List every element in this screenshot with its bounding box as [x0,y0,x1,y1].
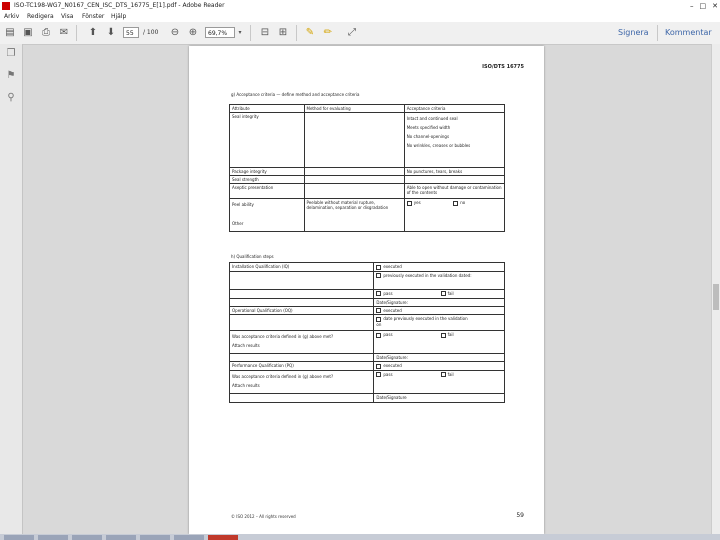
window-title: ISO-TC198-WG7_N0167_CEN_ISC_DTS_16775_E[1].pdf - Adobe Reader [14,2,225,9]
table-header: Attribute [230,105,305,113]
toolbar-separator [296,25,297,41]
taskbar-button[interactable] [38,535,68,540]
taskbar [0,534,720,540]
page-thumbnails-icon[interactable]: ❐ [6,48,16,59]
menu-bar [0,12,720,22]
open-icon[interactable]: ▤ [5,27,15,38]
sticky-note-icon[interactable]: ✎ [305,27,315,38]
toolbar-separator [76,25,77,41]
section-g-title: g) Acceptance criteria — define method and acceptance criteria [231,92,360,97]
fit-width-icon[interactable]: ⊞ [278,27,288,38]
peelability-method: Peelable without material rupture, delamination, separation or disgradation [304,199,404,232]
window-controls [690,1,718,11]
expand-icon[interactable]: ⤢ [348,27,356,38]
no-checkbox[interactable] [453,201,458,206]
taskbar-button[interactable] [72,535,102,540]
menu-hjalp[interactable]: Hjälp [111,13,127,20]
section-h-title: h) Qualification steps [231,254,274,259]
pq-fail-checkbox[interactable] [441,372,446,377]
pdf-page [189,46,544,534]
scrollbar-thumb[interactable] [713,284,719,310]
previous-page-icon[interactable]: ⬆ [88,27,98,38]
oq-pass-checkbox[interactable] [376,333,381,338]
peelability-criteria: yes no [404,199,504,232]
taskbar-button[interactable] [106,535,136,540]
next-page-icon[interactable]: ⬇ [106,27,116,38]
criterion: Meets specified width [406,125,451,130]
pq-date-signature: Date/Signature [374,393,505,402]
table-header: Method for evaluating [304,105,404,113]
page-number: 59 [516,512,524,519]
aseptic-presentation-label: Aseptic presentation [230,184,305,199]
menu-fonster[interactable]: Fönster [82,13,105,20]
acceptance-criteria-table [229,104,505,232]
close-button[interactable]: ✕ [712,2,718,10]
package-integrity-label: Package integrity [230,168,305,176]
toolbar-separator [657,25,658,41]
toolbar-separator [250,25,251,41]
document-header: ISO/DTS 16775 [482,64,524,70]
attachments-paperclip-icon[interactable]: ⚲ [7,92,15,103]
iq-fail-checkbox[interactable] [441,291,446,296]
taskbar-button-adobe-reader[interactable] [208,535,238,540]
oq-date-signature: Date/Signature: [374,354,505,362]
menu-visa[interactable]: Visa [61,13,74,20]
navigation-sidebar [0,44,23,534]
page-number-input[interactable]: 55 [123,27,139,38]
qualification-table: Installation Qualification (IQ) executed previously executed in the validation dated: pass fail Date/Signature: Operational Qualification (OQ) executed date previously executed in the validation on Was acceptance criteria defined in (g) above met? Attach results pass fail Date/Signature: Performance Qualification (PQ) executed Was acceptance criteria defined in (g) above met? Attach results pass fail Date/Signature [229,262,505,403]
pq-pass-checkbox[interactable] [376,372,381,377]
taskbar-button[interactable] [4,535,34,540]
zoom-in-icon[interactable]: ⊕ [188,27,198,38]
pq-label: Performance Qualification (PQ) [230,362,374,371]
menu-redigera[interactable]: Redigera [27,13,54,20]
email-icon[interactable]: ✉ [59,27,69,38]
oq-fail-checkbox[interactable] [441,333,446,338]
print-icon[interactable]: ⎙ [42,27,50,38]
aseptic-criteria: Able to open without damage or contamination of the contents [404,184,504,199]
page-footer: © ISO 2012 – All rights reserved [231,514,296,519]
seal-integrity-method [304,113,404,168]
seal-integrity-label: Seal integrity [230,113,305,168]
peelability-label: Peel ability Other [230,199,305,232]
sign-button[interactable]: Signera [618,28,649,37]
table-header: Acceptance criteria [404,105,504,113]
bookmarks-icon[interactable]: ⚑ [6,70,16,81]
iq-pass-checkbox[interactable] [376,291,381,296]
criterion: Intact and continued seal [406,116,458,121]
criterion: No channel-openings [406,134,450,139]
zoom-dropdown-chevron-down-icon[interactable]: ▾ [238,29,242,36]
save-icon[interactable]: ▣ [23,27,33,38]
title-bar [0,0,720,12]
menu-arkiv[interactable]: Arkiv [4,13,20,20]
iq-previously-executed-checkbox[interactable] [376,273,381,278]
adobe-reader-logo-icon [2,2,10,10]
comment-button[interactable]: Kommentar [665,28,712,37]
other-label: Other [232,221,244,226]
pq-executed-checkbox[interactable] [376,364,381,369]
minimize-button[interactable]: – [690,2,694,10]
zoom-input[interactable]: 69,7% [205,27,235,38]
package-integrity-criteria: No punctures, tears, breaks [404,168,504,176]
zoom-out-icon[interactable]: ⊖ [170,27,180,38]
taskbar-button[interactable] [140,535,170,540]
oq-executed-checkbox[interactable] [376,308,381,313]
highlight-icon[interactable]: ✏ [323,27,333,38]
toolbar [0,22,720,45]
iq-executed-checkbox[interactable] [376,265,381,270]
seal-strength-label: Seal strength [230,176,305,184]
criterion: No wrinkles, creases or bubbles [406,143,471,148]
iq-label: Installation Qualification (IQ) [230,263,374,272]
maximize-button[interactable]: □ [699,2,707,10]
vertical-scrollbar[interactable] [711,44,720,534]
page-total: / 100 [143,29,159,36]
iq-date-signature: Date/Signature: [374,298,505,306]
oq-label: Operational Qualification (OQ) [230,306,374,315]
taskbar-button[interactable] [174,535,204,540]
seal-integrity-criteria [404,113,504,168]
fit-page-icon[interactable]: ⊟ [260,27,270,38]
yes-checkbox[interactable] [407,201,412,206]
